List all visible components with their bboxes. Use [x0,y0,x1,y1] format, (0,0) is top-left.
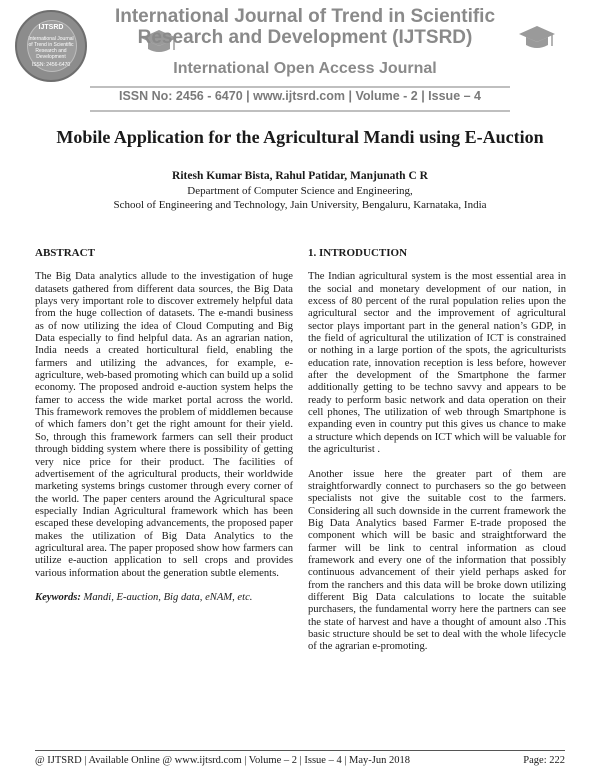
keywords [35,592,293,604]
footer-divider [35,750,565,751]
abstract-body: The Big Data analytics allude to the investigation of huge datasets gathered from different data sources, the Big Data plays very important role to discover extremely helpful data from the huge collection of datasets. The e-mandi business as of now utilizing the idea of Cloud Computing and Big Data especially to find helpful data. As an agrarian nation, India needs a created horticultural field, enabling the farmers and utilizing the advances, for example, e-agriculture, web-based promoting which can build up a solid economy. The proposed android e-auction system helps the famer to access the wide market portal across the world. This framework removes the problem of middlemen because of which famers don’t get the right amount for their yield. So, through this framework farmers can sell their product through bidding system where there is possibility of getting very nice price for their product. The facilities of advertisement of the agricultural products, their worldwide marketing systems brings customer through every corner of the world. The paper centers around the Agricultural space especially Indian Agricultural framework which has been escaped these developing advancements, the proposed paper makes the utilization of Big Data Analytics to the agricultural area. The paper proposed show how farmers can utilize e-auction application to sell crops and provides various information about the generation subtle elements. [35,271,293,579]
journal-header [0,0,600,113]
introduction-heading: 1. INTRODUCTION [308,247,408,259]
abstract-heading: ABSTRACT [35,247,95,259]
footer-citation: @ IJTSRD | Available Online @ www.ijtsrd.com | Volume – 2 | Issue – 4 | May-Jun 2018 [35,755,411,766]
journal-logo [15,10,87,82]
issn-line: ISSN No: 2456 - 6470 | www.ijtsrd.com | Volume - 2 | Issue – 4 [118,89,481,103]
introduction-paragraph: Another issue here the greater part of them are straightforwardly connect to purchasers so the go between specialists not give the suitable cost to the farmers. Considering all such downside in the current framework the Big Data Analytics based Farmer E-trade proposed the component which will be basic and straightforward the farmer will be link to central information as cloud framework and every one of the information that possibly continuous advancement of their yield perhaps asked for from the ranchers and this data will be broke down utilizing different Big Data calculations to locate the suitable purchasers, the fundamental worry here the partners can see the state of harvest and have a thought of amount also .This basic structure should be set to deal with the whole lifecycle of the agrarian e-promoting. [308,468,566,653]
introduction-column [308,247,566,666]
affiliation-school: School of Engineering and Technology, Jain University, Bengaluru, Karnataka, India [113,199,487,211]
keywords-list: Mandi, E-auction, Big data, eNAM, etc. [80,591,253,603]
affiliation-department: Department of Computer Science and Engineering, [187,185,413,197]
paper-authors: Ritesh Kumar Bista, Rahul Patidar, Manjunath C R [172,170,428,182]
logo-line: International Journal [28,36,74,42]
logo-line: IJTSRD [38,24,64,31]
journal-subtitle: International Open Access Journal [173,60,437,77]
journal-title: International Journal of Trend in Scientific Research and Development (IJTSRD) [114,6,496,48]
graduation-cap-icon [518,24,556,52]
abstract-column [35,247,293,616]
logo-line: ISSN: 2456-6470 [31,62,71,68]
page-number: Page: 222 [523,755,565,766]
logo-line: Research and [35,48,67,54]
logo-line: Development [36,54,66,60]
page-footer [35,755,565,766]
introduction-paragraph: The Indian agricultural system is the most essential area in the social and monetary development of our nation, in excess of 80 percent of the rural population relies upon the agricultural sector and the improvement of agricultural sector plays important part in the general nation’s GDP, in the field of agricultural the utilization of ICT is constrained or nothing in a large portion of the spots, the agriculturists education rate, innovation reception is less before, however after the development of the Smartphone the farmer additionally getting to be techno savvy and appears to be ready to perform basic network and data operation on their cell phones, The utilization of web through Smartphone is expanding even in country put this gives us chance to make a structure which depends on ICT which will be valuable for the agriculturist . [308,271,566,456]
paper-title: Mobile Application for the Agricultural Mandi using E-Auction [56,127,544,147]
logo-line: of Trend in Scientific [28,42,74,48]
keywords-label: Keywords: [35,591,81,603]
